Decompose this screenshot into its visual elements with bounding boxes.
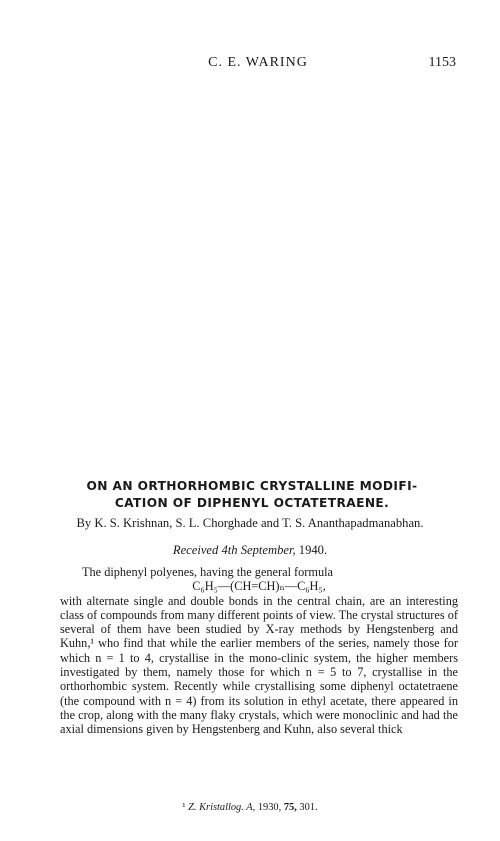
intro-line: The diphenyl polyenes, having the general formula — [82, 565, 333, 579]
received-year: 1940. — [298, 543, 328, 557]
running-head — [60, 55, 456, 73]
article-byline: By K. S. Krishnan, S. L. Chorghade and T. S. Ananthapadmanabhan. — [76, 516, 424, 530]
footnote-marker: ¹ — [182, 802, 186, 813]
page-number: 1153 — [428, 55, 456, 70]
article-body — [60, 565, 458, 737]
footnote-page: 301. — [299, 802, 318, 813]
general-formula: C₆H₅—(CH=CH)ₙ—C₆H₅, — [192, 579, 326, 594]
received-label: Received 4th September, — [172, 543, 296, 557]
footnote — [60, 802, 440, 813]
footnote-year: 1930, — [257, 802, 282, 813]
running-head-author: C. E. WARING — [208, 55, 308, 70]
footnote-journal: Z. Kristallog. A, — [188, 802, 256, 813]
footnote-volume: 75, — [283, 802, 297, 813]
article-title: ON AN ORTHORHOMBIC CRYSTALLINE MODIFI-CATION OF DIPHENYL OCTATETRAENE. — [86, 479, 418, 510]
body-paragraph: with alternate single and double bonds in the central chain, are an interesting class of compounds from many different points of view. The crystal structures of several of them have been studied by X-ray methods by Hengstenberg and Kuhn,¹ who find that while the earlier members of the series, namely those for which n = 1 to 4, crystallise in the mono-clinic system, the higher members investigated by them, namely those for which n = 5 to 7, crystallise in the orthorhombic system. Recently while crystallising some diphenyl octatetraene (the compound with n = 4) from its solution in ethyl acetate, there appeared in the crop, along with the many flaky crystals, which were monoclinic and had the axial dimensions given by Hengstenberg and Kuhn, also several thick — [60, 593, 458, 737]
received-date — [60, 543, 440, 558]
